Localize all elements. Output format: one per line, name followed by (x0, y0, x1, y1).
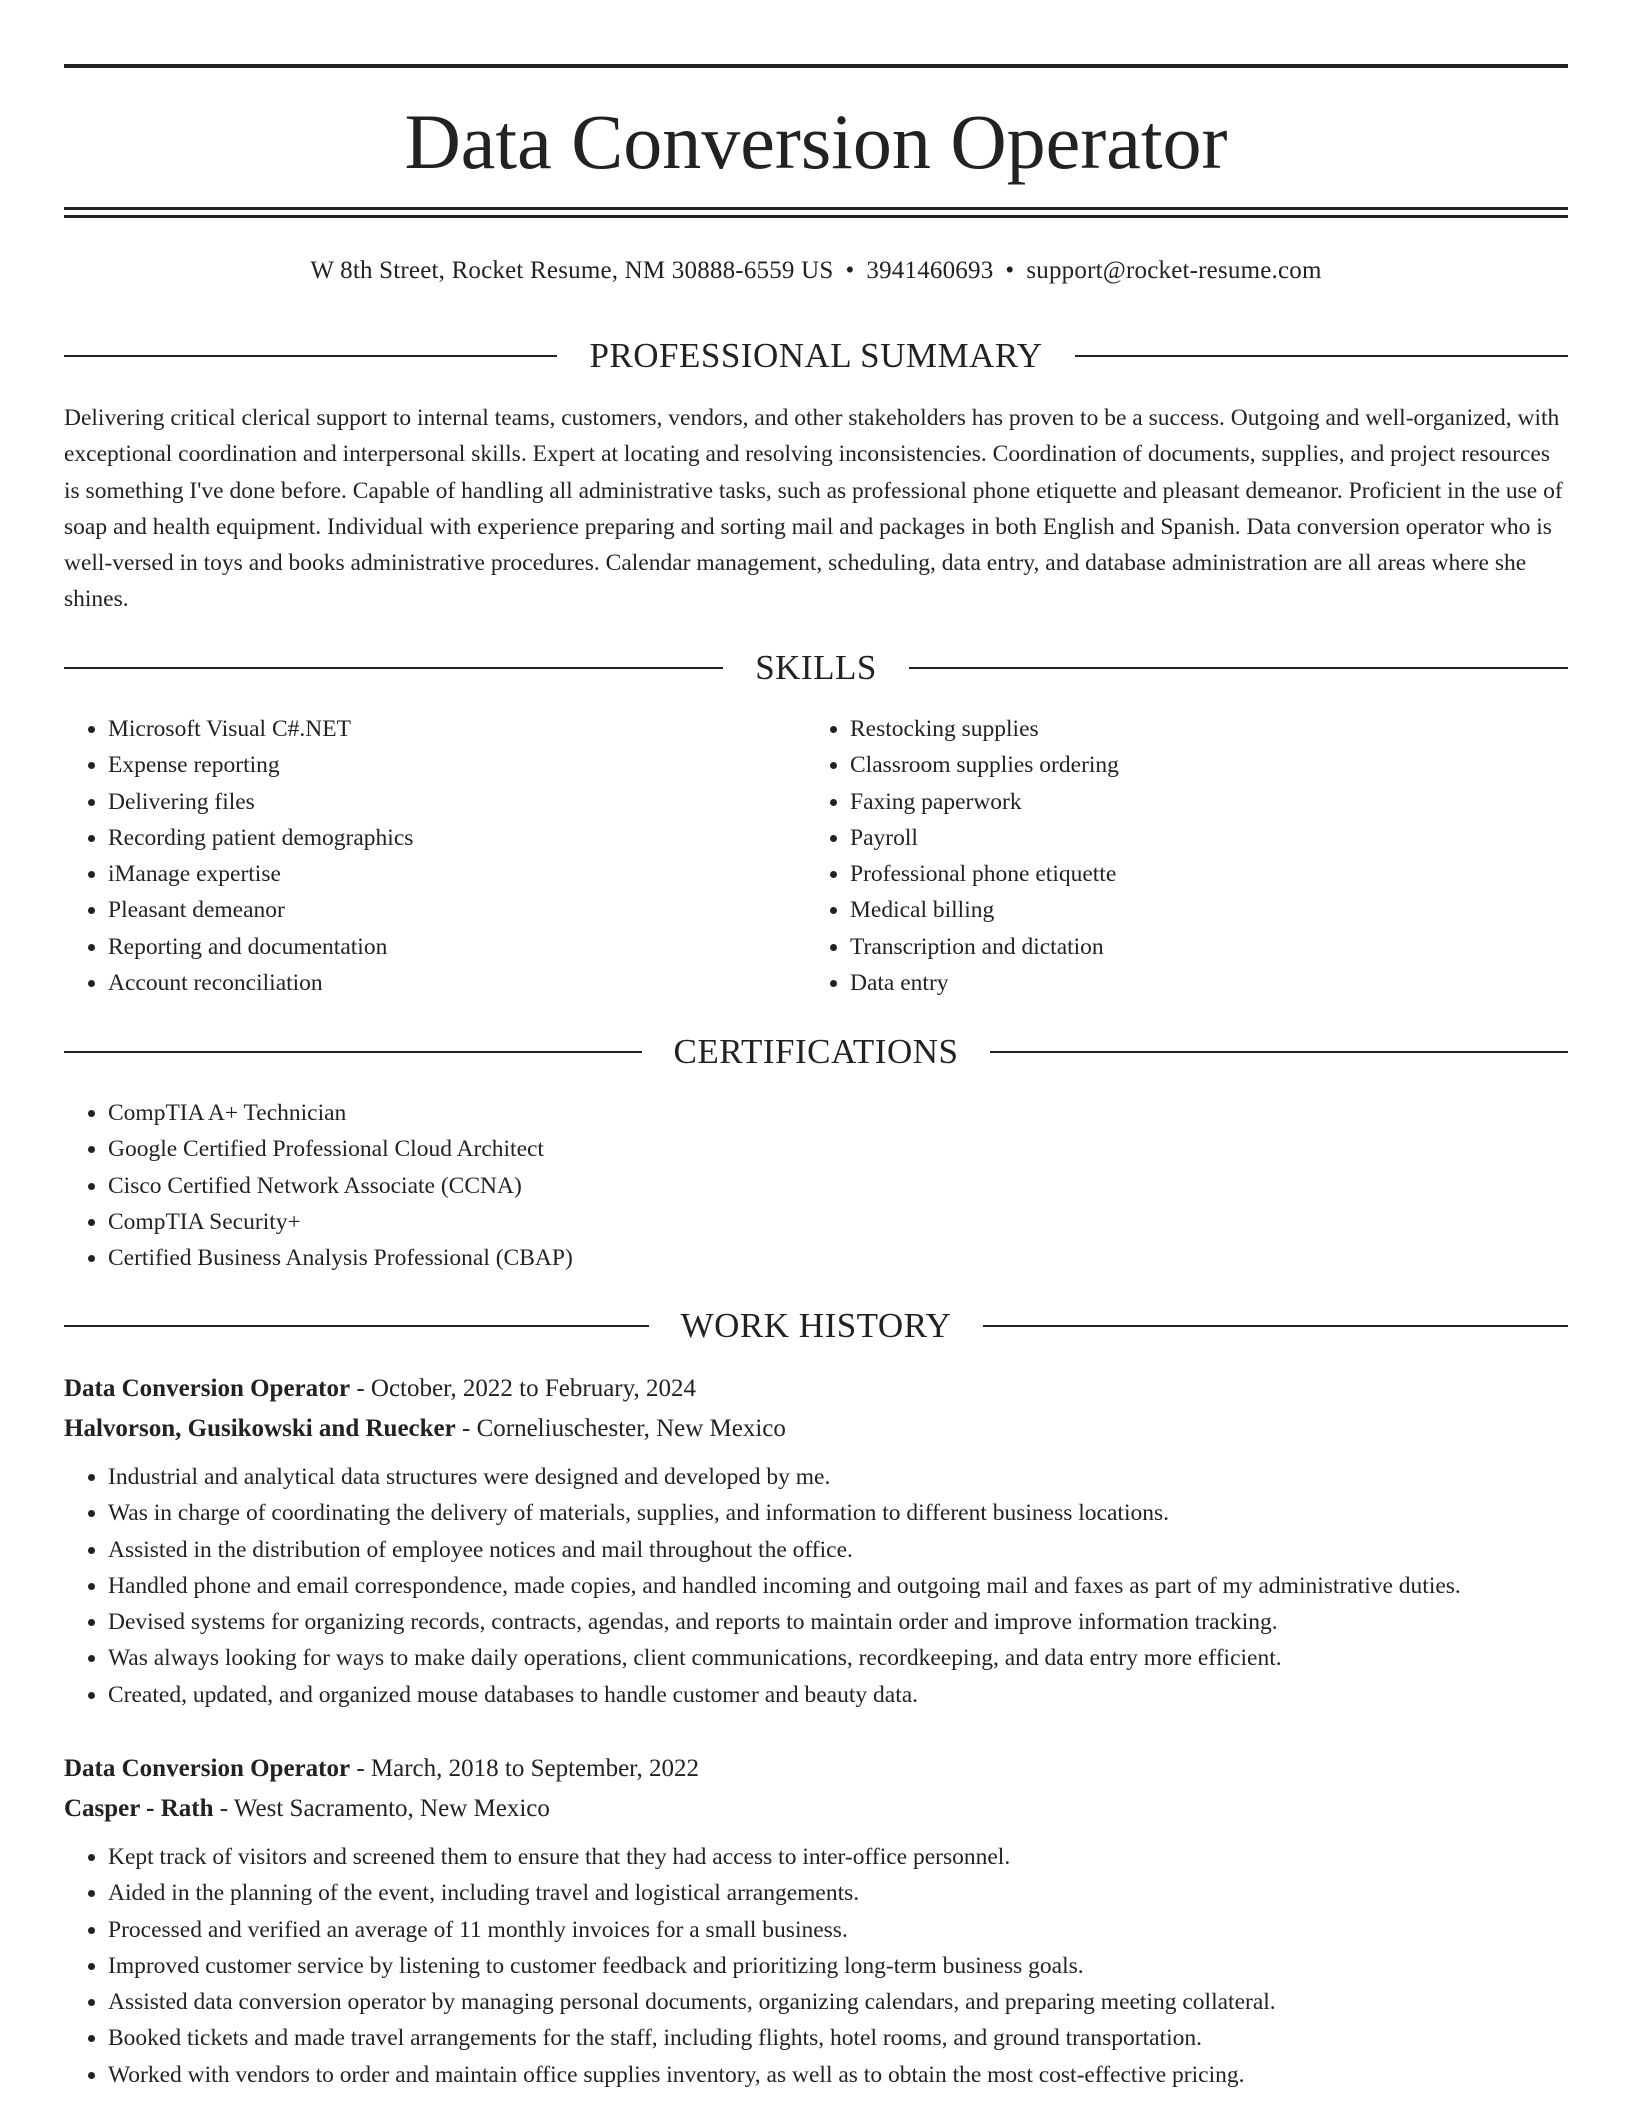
skill-item: • Classroom supplies ordering (850, 747, 1548, 783)
heading-rule (64, 1325, 649, 1327)
job-title: Data Conversion Operator (64, 1375, 351, 1402)
heading-rule (983, 1325, 1568, 1327)
job-bullet: • Processed and verified an average of 11 monthly invoices for a small business. (108, 1912, 1568, 1948)
contact-line (64, 255, 1568, 287)
skill-item: • Faxing paperwork (850, 784, 1548, 820)
skill-item: • iManage expertise (108, 856, 806, 892)
job-bullet: • Booked tickets and made travel arrangements for the staff, including flights, hotel rooms, and ground transportation. (108, 2020, 1568, 2056)
skill-item: • Medical billing (850, 892, 1548, 928)
skill-item: • Reporting and documentation (108, 929, 806, 965)
contact-separator: • (1005, 257, 1015, 284)
heading-rule (64, 355, 557, 357)
job-location: - West Sacramento, New Mexico (213, 1795, 550, 1822)
job-entry (64, 1749, 1568, 2093)
job-title-line (64, 1369, 1568, 1409)
skill-item: • Delivering files (108, 784, 806, 820)
certification-item: • CompTIA A+ Technician (108, 1095, 1568, 1131)
section-heading-summary (64, 334, 1568, 378)
contact-email: support@rocket-resume.com (1026, 257, 1322, 284)
skills-right-list (806, 711, 1548, 1001)
job-location: - Corneliuschester, New Mexico (455, 1415, 786, 1442)
skill-item: • Recording patient demographics (108, 820, 806, 856)
skill-item: • Restocking supplies (850, 711, 1548, 747)
job-bullets (64, 1459, 1568, 1713)
certification-item: • Certified Business Analysis Professional (CBAP) (108, 1240, 1568, 1276)
job-bullet: • Devised systems for organizing records, contracts, agendas, and reports to maintain order and improve information tracking. (108, 1604, 1568, 1640)
skills-left-list (64, 711, 806, 1001)
skills-column-left (64, 711, 806, 1001)
job-bullet: • Was always looking for ways to make daily operations, client communications, recordkeeping, and data entry more efficient. (108, 1640, 1568, 1676)
job-title: Data Conversion Operator (64, 1755, 351, 1782)
job-bullet: • Was in charge of coordinating the delivery of materials, supplies, and information to different business locations. (108, 1495, 1568, 1531)
skill-item: • Transcription and dictation (850, 929, 1548, 965)
certifications-items (64, 1095, 1568, 1276)
contact-address: W 8th Street, Rocket Resume, NM 30888-6559 US (310, 257, 834, 284)
job-title-line (64, 1749, 1568, 1789)
skill-item: • Professional phone etiquette (850, 856, 1548, 892)
skill-item: • Pleasant demeanor (108, 892, 806, 928)
job-company: Halvorson, Gusikowski and Ruecker (64, 1415, 456, 1442)
skills-list (64, 711, 1568, 1001)
contact-separator: • (845, 257, 855, 284)
job-company: Casper - Rath (64, 1795, 214, 1822)
job-bullet: • Improved customer service by listening to customer feedback and prioritizing long-term business goals. (108, 1948, 1568, 1984)
certification-item: • Google Certified Professional Cloud Architect (108, 1131, 1568, 1167)
candidate-name: Data Conversion Operator (404, 98, 1228, 185)
heading-rule (909, 667, 1568, 669)
contact-phone: 3941460693 (866, 257, 994, 284)
summary-text: Delivering critical clerical support to internal teams, customers, vendors, and other stakeholders has proven to be a success. Outgoing and well-organized, with exceptional coordination and interpersonal skills. Expert at locating and resolving inconsistencies. Coordination of documents, supplies, and project resources is something I've done before. Capable of handling all administrative tasks, such as professional phone etiquette and pleasant demeanor. Proficient in the use of soap and health equipment. Individual with experience preparing and sorting mail and packages in both English and Spanish. Data conversion operator who is well-versed in toys and books administrative procedures. Calendar management, scheduling, data entry, and database administration are all areas where she shines. (64, 405, 1563, 613)
job-bullet: • Aided in the planning of the event, including travel and logistical arrangements. (108, 1875, 1568, 1911)
job-bullet: • Industrial and analytical data structures were designed and developed by me. (108, 1459, 1568, 1495)
job-bullets (64, 1839, 1568, 2093)
skills-column-right (806, 711, 1548, 1001)
heading-rule (64, 667, 723, 669)
section-title: PROFESSIONAL SUMMARY (589, 336, 1043, 375)
job-dates: - March, 2018 to September, 2022 (350, 1755, 700, 1782)
job-bullet: • Created, updated, and organized mouse databases to handle customer and beauty data. (108, 1677, 1568, 1713)
section-heading-certifications (64, 1030, 1568, 1074)
skill-item: • Data entry (850, 965, 1548, 1001)
section-title: WORK HISTORY (680, 1306, 952, 1345)
job-bullet: • Assisted in the distribution of employee notices and mail throughout the office. (108, 1532, 1568, 1568)
heading-rule (1075, 355, 1568, 357)
section-title: SKILLS (755, 648, 877, 687)
certifications-list (64, 1095, 1568, 1276)
job-dates: - October, 2022 to February, 2024 (350, 1375, 696, 1402)
heading-rule (64, 1051, 642, 1053)
job-bullet: • Assisted data conversion operator by managing personal documents, organizing calendars, and preparing meeting collateral. (108, 1984, 1568, 2020)
job-bullet: • Handled phone and email correspondence, made copies, and handled incoming and outgoing mail and faxes as part of my administrative duties. (108, 1568, 1568, 1604)
job-company-line (64, 1409, 1568, 1449)
skill-item: • Payroll (850, 820, 1548, 856)
header-double-rule (64, 207, 1568, 218)
section-title: CERTIFICATIONS (673, 1032, 959, 1071)
top-rule (64, 64, 1568, 68)
skill-item: • Account reconciliation (108, 965, 806, 1001)
skill-item: • Expense reporting (108, 747, 806, 783)
skill-item: • Microsoft Visual C#.NET (108, 711, 806, 747)
certification-item: • CompTIA Security+ (108, 1204, 1568, 1240)
heading-rule (990, 1051, 1568, 1053)
section-heading-skills (64, 646, 1568, 690)
job-entry (64, 1369, 1568, 1713)
job-bullet: • Kept track of visitors and screened them to ensure that they had access to inter-office personnel. (108, 1839, 1568, 1875)
job-bullet: • Worked with vendors to order and maintain office supplies inventory, as well as to obtain the most cost-effective pricing. (108, 2057, 1568, 2093)
job-company-line (64, 1789, 1568, 1829)
section-heading-work-history (64, 1304, 1568, 1348)
certification-item: • Cisco Certified Network Associate (CCNA) (108, 1168, 1568, 1204)
